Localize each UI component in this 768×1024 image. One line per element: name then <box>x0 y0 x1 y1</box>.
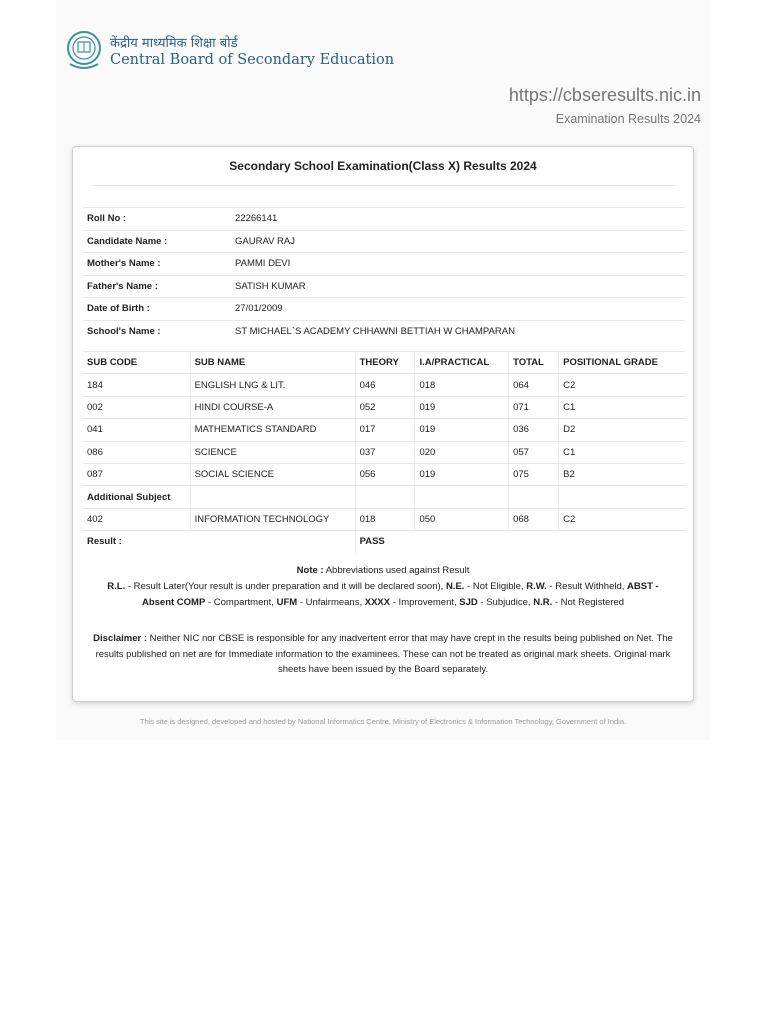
subject-cell: 046 <box>355 374 415 396</box>
marks-column-header: SUB NAME <box>190 352 355 374</box>
info-value: GAURAV RAJ <box>231 230 685 253</box>
title-divider <box>93 185 675 186</box>
note-abbreviation: R.L. <box>107 581 126 592</box>
subject-row <box>83 441 685 463</box>
note-description: - Unfairmeans, <box>297 597 365 608</box>
subject-cell: D2 <box>559 419 685 441</box>
subject-cell: MATHEMATICS STANDARD <box>190 419 355 441</box>
subject-cell: C2 <box>559 374 685 396</box>
subject-cell: 056 <box>355 463 415 485</box>
info-label: Date of Birth : <box>83 298 231 321</box>
subject-cell: 184 <box>83 374 190 396</box>
subject-cell: C1 <box>559 396 685 418</box>
empty-cell <box>559 486 685 508</box>
subject-cell: ENGLISH LNG & LIT. <box>190 374 355 396</box>
info-row <box>83 298 685 321</box>
info-row <box>83 253 685 276</box>
subject-cell: 087 <box>83 463 190 485</box>
subject-cell: SCIENCE <box>190 441 355 463</box>
subject-row <box>83 396 685 418</box>
note-abbreviation: ABST - Absent COMP <box>141 581 659 608</box>
subject-cell: INFORMATION TECHNOLOGY <box>190 508 355 530</box>
marks-table <box>83 351 685 553</box>
card-title: Secondary School Examination(Class X) Results 2024 <box>229 159 537 173</box>
marks-column-header: I.A/PRACTICAL <box>415 352 509 374</box>
marks-header-row <box>83 352 685 374</box>
subject-cell: 050 <box>415 508 509 530</box>
subject-cell: 002 <box>83 396 190 418</box>
empty-cell <box>509 486 559 508</box>
info-label: Candidate Name : <box>83 230 231 253</box>
info-label: Mother's Name : <box>83 253 231 276</box>
subject-cell: 041 <box>83 419 190 441</box>
subject-cell: 037 <box>355 441 415 463</box>
result-value: PASS <box>355 531 685 553</box>
info-value: SATISH KUMAR <box>231 275 685 298</box>
org-name-english: Central Board of Secondary Education <box>110 52 395 68</box>
subject-cell: 017 <box>355 419 415 441</box>
cbse-logo-icon <box>66 30 102 72</box>
info-label: Father's Name : <box>83 275 231 298</box>
site-url: https://cbseresults.nic.in <box>508 85 701 105</box>
subject-cell: 019 <box>415 396 509 418</box>
additional-subject-label: Additional Subject <box>83 486 190 508</box>
subject-cell: 036 <box>509 419 559 441</box>
note-abbreviation: R.W. <box>526 581 547 592</box>
subject-cell: 075 <box>509 463 559 485</box>
disclaimer-text: Neither NIC nor CBSE is responsible for any inadvertent error that may have crept in the results being published on Net. The results published on net are for Immediate information to the examinees. These can not be treated as original mark sheets. Original mark sheets have been issued by the Board separately. <box>95 633 673 675</box>
candidate-info-table <box>83 207 685 342</box>
note-heading-text: Abbreviations used against Result <box>323 565 470 576</box>
marks-column-header: POSITIONAL GRADE <box>559 352 685 374</box>
note-abbreviation: N.E. <box>445 581 465 592</box>
result-row <box>83 531 685 553</box>
result-label: Result : <box>83 531 355 553</box>
info-row <box>83 275 685 298</box>
subject-row <box>83 508 685 530</box>
disclaimer <box>87 631 679 678</box>
subject-cell: 086 <box>83 441 190 463</box>
empty-cell <box>415 486 509 508</box>
info-value: 27/01/2009 <box>231 298 685 321</box>
additional-subject-row <box>83 486 685 508</box>
subject-cell: 057 <box>509 441 559 463</box>
subject-cell: SOCIAL SCIENCE <box>190 463 355 485</box>
subject-cell: B2 <box>559 463 685 485</box>
subject-cell: 068 <box>509 508 559 530</box>
org-name-hindi: केंद्रीय माध्यमिक शिक्षा बोर्ड <box>110 36 238 51</box>
footer-credit: This site is designed, developed and hosted by National Informatics Centre, Ministry of Electronics & Information Technology, Government of India. <box>139 717 627 726</box>
empty-cell <box>190 486 355 508</box>
subject-cell: 020 <box>415 441 509 463</box>
note-abbreviation: UFM <box>276 597 298 608</box>
subject-cell: 402 <box>83 508 190 530</box>
abbreviation-note <box>93 563 673 611</box>
subject-row <box>83 374 685 396</box>
subject-cell: 018 <box>355 508 415 530</box>
subject-cell: C1 <box>559 441 685 463</box>
note-description: - Not Registered <box>552 597 625 608</box>
subject-cell: 052 <box>355 396 415 418</box>
note-abbreviation: N.R. <box>533 597 553 608</box>
subject-cell: HINDI COURSE-A <box>190 396 355 418</box>
subject-row <box>83 463 685 485</box>
info-row <box>83 320 685 342</box>
note-description: - Compartment, <box>205 597 277 608</box>
note-abbreviation: XXXX <box>364 597 391 608</box>
subject-cell: 064 <box>509 374 559 396</box>
info-label: Roll No : <box>83 208 231 231</box>
subject-cell: 071 <box>509 396 559 418</box>
info-row <box>83 230 685 253</box>
subject-cell: 018 <box>415 374 509 396</box>
marks-column-header: SUB CODE <box>83 352 190 374</box>
info-row <box>83 208 685 231</box>
info-label: School's Name : <box>83 320 231 342</box>
marks-column-header: THEORY <box>355 352 415 374</box>
note-description: - Result Withheld, <box>546 581 628 592</box>
info-value: ST MICHAEL`S ACADEMY CHHAWNI BETTIAH W CHAMPARAN <box>231 320 685 342</box>
empty-cell <box>355 486 415 508</box>
note-description: - Result Later(Your result is under preparation and it will be declared soon), <box>125 581 446 592</box>
note-heading: Note : <box>296 565 324 576</box>
marks-column-header: TOTAL <box>509 352 559 374</box>
note-description: - Subjudice, <box>477 597 534 608</box>
note-abbreviation: SJD <box>459 597 478 608</box>
info-value: PAMMI DEVI <box>231 253 685 276</box>
site-header <box>66 30 706 80</box>
info-value: 22266141 <box>231 208 685 231</box>
subject-cell: 019 <box>415 463 509 485</box>
result-card <box>72 146 694 702</box>
disclaimer-label: Disclaimer : <box>93 633 148 644</box>
subject-row <box>83 419 685 441</box>
subject-cell: 019 <box>415 419 509 441</box>
exam-results-label: Examination Results 2024 <box>555 112 701 126</box>
note-items <box>93 579 673 611</box>
subject-cell: C2 <box>559 508 685 530</box>
note-description: - Improvement, <box>390 597 460 608</box>
note-description: - Not Eligible, <box>464 581 527 592</box>
